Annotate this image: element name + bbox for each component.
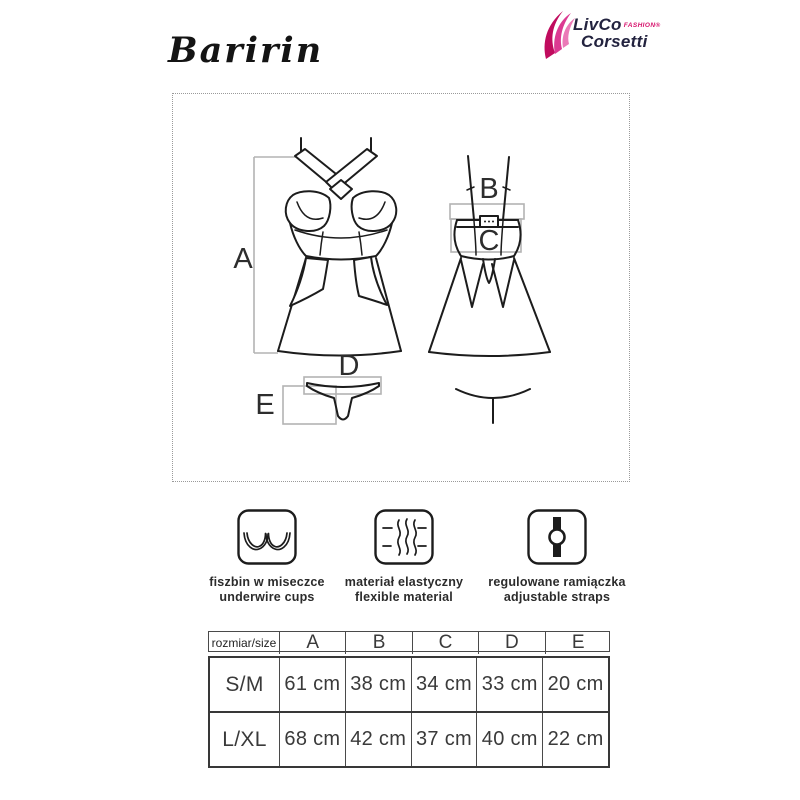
header-c: C — [412, 632, 478, 654]
garment-diagram — [173, 94, 629, 481]
value-cell: 38 cm — [345, 658, 411, 711]
value-cell: 20 cm — [542, 658, 608, 711]
size-table — [208, 631, 610, 768]
label-d: D — [338, 350, 360, 382]
flexible-material-icon — [374, 509, 434, 565]
panty-back-view — [456, 389, 530, 423]
fashion-label: FASHION® — [623, 22, 661, 29]
size-cell: S/M — [225, 672, 264, 696]
brand-logo — [542, 6, 661, 62]
measure-a-bracket — [254, 157, 300, 353]
measure-e-box — [283, 386, 336, 424]
garment-diagram-box — [172, 93, 630, 482]
value-cell: 33 cm — [476, 658, 542, 711]
product-title: Baririn — [168, 30, 324, 71]
feature-caption-en: adjustable straps — [503, 590, 611, 604]
chemise-front-view — [278, 138, 401, 356]
underwire-cups-icon — [237, 509, 297, 565]
value-cell: 42 cm — [345, 713, 411, 766]
panty-front-view — [307, 383, 379, 420]
label-a: A — [233, 243, 253, 275]
feature-caption-pl: fiszbin w miseczce — [209, 575, 325, 589]
size-table-body — [208, 656, 610, 768]
label-e: E — [255, 389, 275, 421]
adjustable-straps-icon — [527, 509, 587, 565]
feature-caption-en: underwire cups — [219, 590, 315, 604]
value-cell: 34 cm — [411, 658, 477, 711]
value-cell: 40 cm — [476, 713, 542, 766]
header-rozmiar-size: rozmiar/size — [211, 636, 277, 650]
label-c: C — [478, 225, 500, 257]
feature-caption-pl: materiał elastyczny — [344, 575, 464, 589]
value-cell: 61 cm — [279, 658, 345, 711]
header-a: A — [279, 632, 345, 654]
table-row-sm — [210, 658, 608, 711]
brand-name-corsetti: Corsetti — [581, 32, 648, 51]
feature-adjustable-straps — [467, 509, 647, 605]
value-cell: 37 cm — [411, 713, 477, 766]
size-table-header — [208, 631, 610, 652]
label-b: B — [479, 173, 499, 205]
header-d: D — [478, 632, 544, 654]
brand-name-livco: LivCo FASHION® — [573, 15, 661, 34]
feature-caption-en: flexible material — [355, 590, 453, 604]
value-cell: 22 cm — [542, 713, 608, 766]
header-e: E — [545, 632, 611, 654]
size-cell: L/XL — [222, 727, 267, 751]
value-cell: 68 cm — [279, 713, 345, 766]
header-b: B — [345, 632, 411, 654]
feature-caption-pl: regulowane ramiączka — [488, 575, 626, 589]
table-row-lxl — [210, 711, 608, 766]
